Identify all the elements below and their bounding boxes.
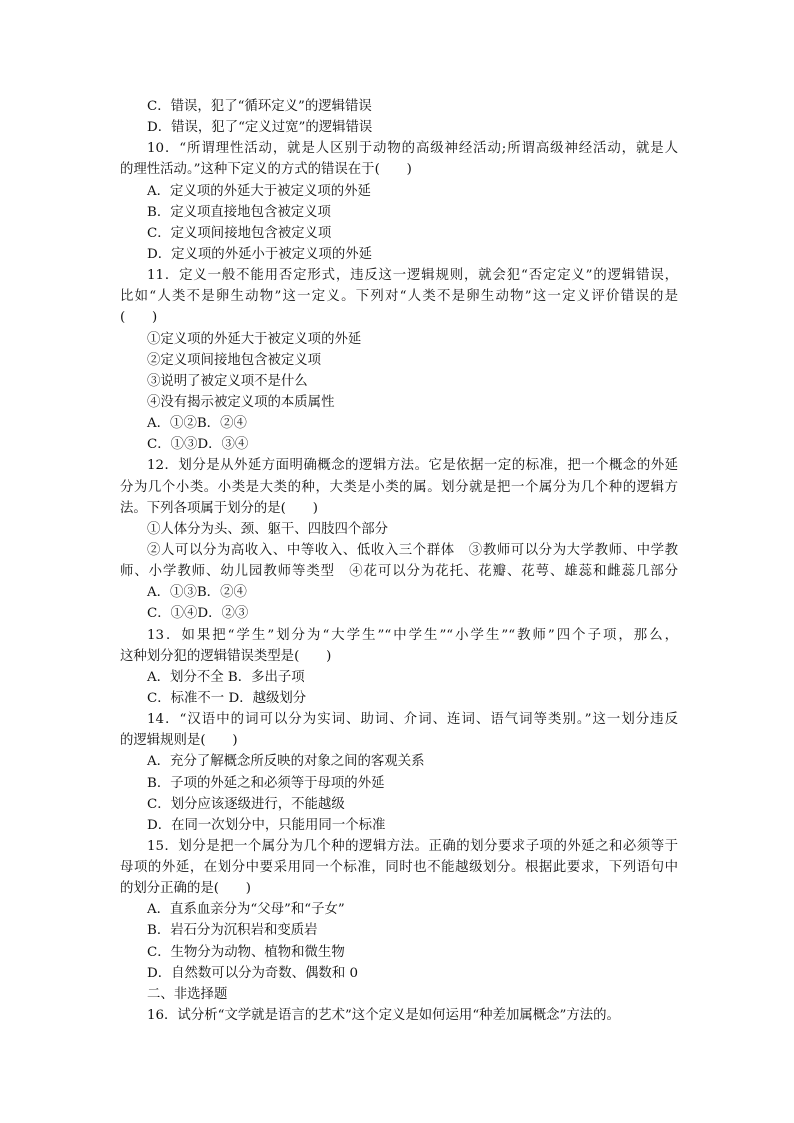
q14-stem-line-1: 14．“汉语中的词可以分为实词、助词、介词、连词、语气词等类别。”这一划分违反	[147, 712, 678, 728]
q15-option-c: C．生物分为动物、植物和微生物	[147, 944, 345, 960]
q10-stem-line-1: 10．“所谓理性活动，就是人区别于动物的高级神经活动;所谓高级神经活动，就是人	[147, 141, 678, 157]
q10-option-d: D．定义项的外延小于被定义项的外延	[147, 246, 372, 262]
q14-option-b: B．子项的外延之和必须等于母项的外延	[147, 775, 385, 791]
q11-statement-3: ③说明了被定义项不是什么	[147, 373, 308, 389]
q12-statement-3-4: 师、小学教师、幼儿园教师等类型 ④花可以分为花托、花瓣、花萼、雄蕊和雌蕊几部分	[120, 564, 678, 580]
q11-statement-4: ④没有揭示被定义项的本质属性	[147, 394, 335, 410]
q15-stem-line-1: 15．划分是把一个属分为几个种的逻辑方法。正确的划分要求子项的外延之和必须等于	[147, 838, 678, 854]
q9-option-c: C．错误，犯了“循环定义”的逻辑错误	[147, 99, 372, 114]
q12-stem-line-1: 12．划分是从外延方面明确概念的逻辑方法。它是依据一定的标准，把一个概念的外延	[147, 458, 678, 474]
q12-statement-2-3: ②人可以分为高收入、中等收入、低收入三个群体 ③教师可以分为大学教师、中学教	[147, 542, 678, 558]
q13-stem-line-2: 这种划分犯的逻辑错误类型是( )	[120, 648, 332, 664]
q15-stem-line-3: 的划分正确的是( )	[120, 881, 251, 897]
q14-option-c: C．划分应该逐级进行，不能越级	[147, 796, 345, 812]
q12-options-cd: C．①④D．②③	[147, 606, 249, 622]
q14-stem-line-2: 的逻辑规则是( )	[120, 733, 238, 749]
q11-options-cd: C．①③D．③④	[147, 437, 249, 453]
q11-stem-line-2: 比如“人类不是卵生动物”这一定义。下列对“人类不是卵生动物”这一定义评价错误的是	[120, 289, 678, 305]
q11-options-ab: A．①②B．②④	[147, 416, 247, 432]
q15-option-d: D．自然数可以分为奇数、偶数和 0	[147, 965, 358, 981]
q15-option-b: B．岩石分为沉积岩和变质岩	[147, 923, 318, 939]
q15-stem-line-2: 母项的外延，在划分中要采用同一个标准，同时也不能越级划分。根据此要求，下列语句中	[120, 860, 678, 876]
q16-stem: 16．试分析“文学就是语言的艺术”这个定义是如何运用“种差加属概念”方法的。	[147, 1008, 620, 1024]
q12-stem-line-2: 分为几个小类。小类是大类的种，大类是小类的属。划分就是把一个属分为几个种的逻辑方	[120, 479, 678, 495]
q11-stem-line-1: 11．定义一般不能用否定形式，违反这一逻辑规则，就会犯“否定定义”的逻辑错误，	[147, 268, 678, 284]
q10-option-a: A．定义项的外延大于被定义项的外延	[147, 183, 371, 199]
q9-option-d: D．错误，犯了“定义过宽”的逻辑错误	[147, 120, 373, 136]
section-heading-non-choice: 二、非选择题	[147, 986, 228, 1002]
q12-statement-1: ①人体分为头、颈、躯干、四肢四个部分	[147, 521, 389, 537]
q11-stem-line-3: ( )	[120, 310, 158, 326]
q12-options-ab: A．①③B．②④	[147, 585, 247, 601]
q10-option-c: C．定义项间接地包含被定义项	[147, 225, 332, 241]
q10-option-b: B．定义项直接地包含被定义项	[147, 204, 331, 220]
q13-stem-line-1: 13．如果把“学生”划分为“大学生”“中学生”“小学生”“教师”四个子项，那么，	[147, 627, 678, 643]
q13-options-ab: A．划分不全 B．多出子项	[147, 669, 305, 685]
q11-statement-1: ①定义项的外延大于被定义项的外延	[147, 331, 362, 347]
q15-option-a: A．直系血亲分为“父母”和“子女”	[147, 902, 345, 918]
q14-option-d: D．在同一次划分中，只能用同一个标准	[147, 817, 386, 833]
q12-stem-line-3: 法。下列各项属于划分的是( )	[120, 500, 318, 516]
q10-stem-line-2: 的理性活动。”这种下定义的方式的错误在于( )	[120, 162, 412, 178]
q14-option-a: A．充分了解概念所反映的对象之间的客观关系	[147, 754, 425, 770]
document-body	[120, 96, 678, 1026]
q11-statement-2: ②定义项间接地包含被定义项	[147, 352, 322, 368]
q13-options-cd: C．标准不一 D．越级划分	[147, 690, 307, 706]
